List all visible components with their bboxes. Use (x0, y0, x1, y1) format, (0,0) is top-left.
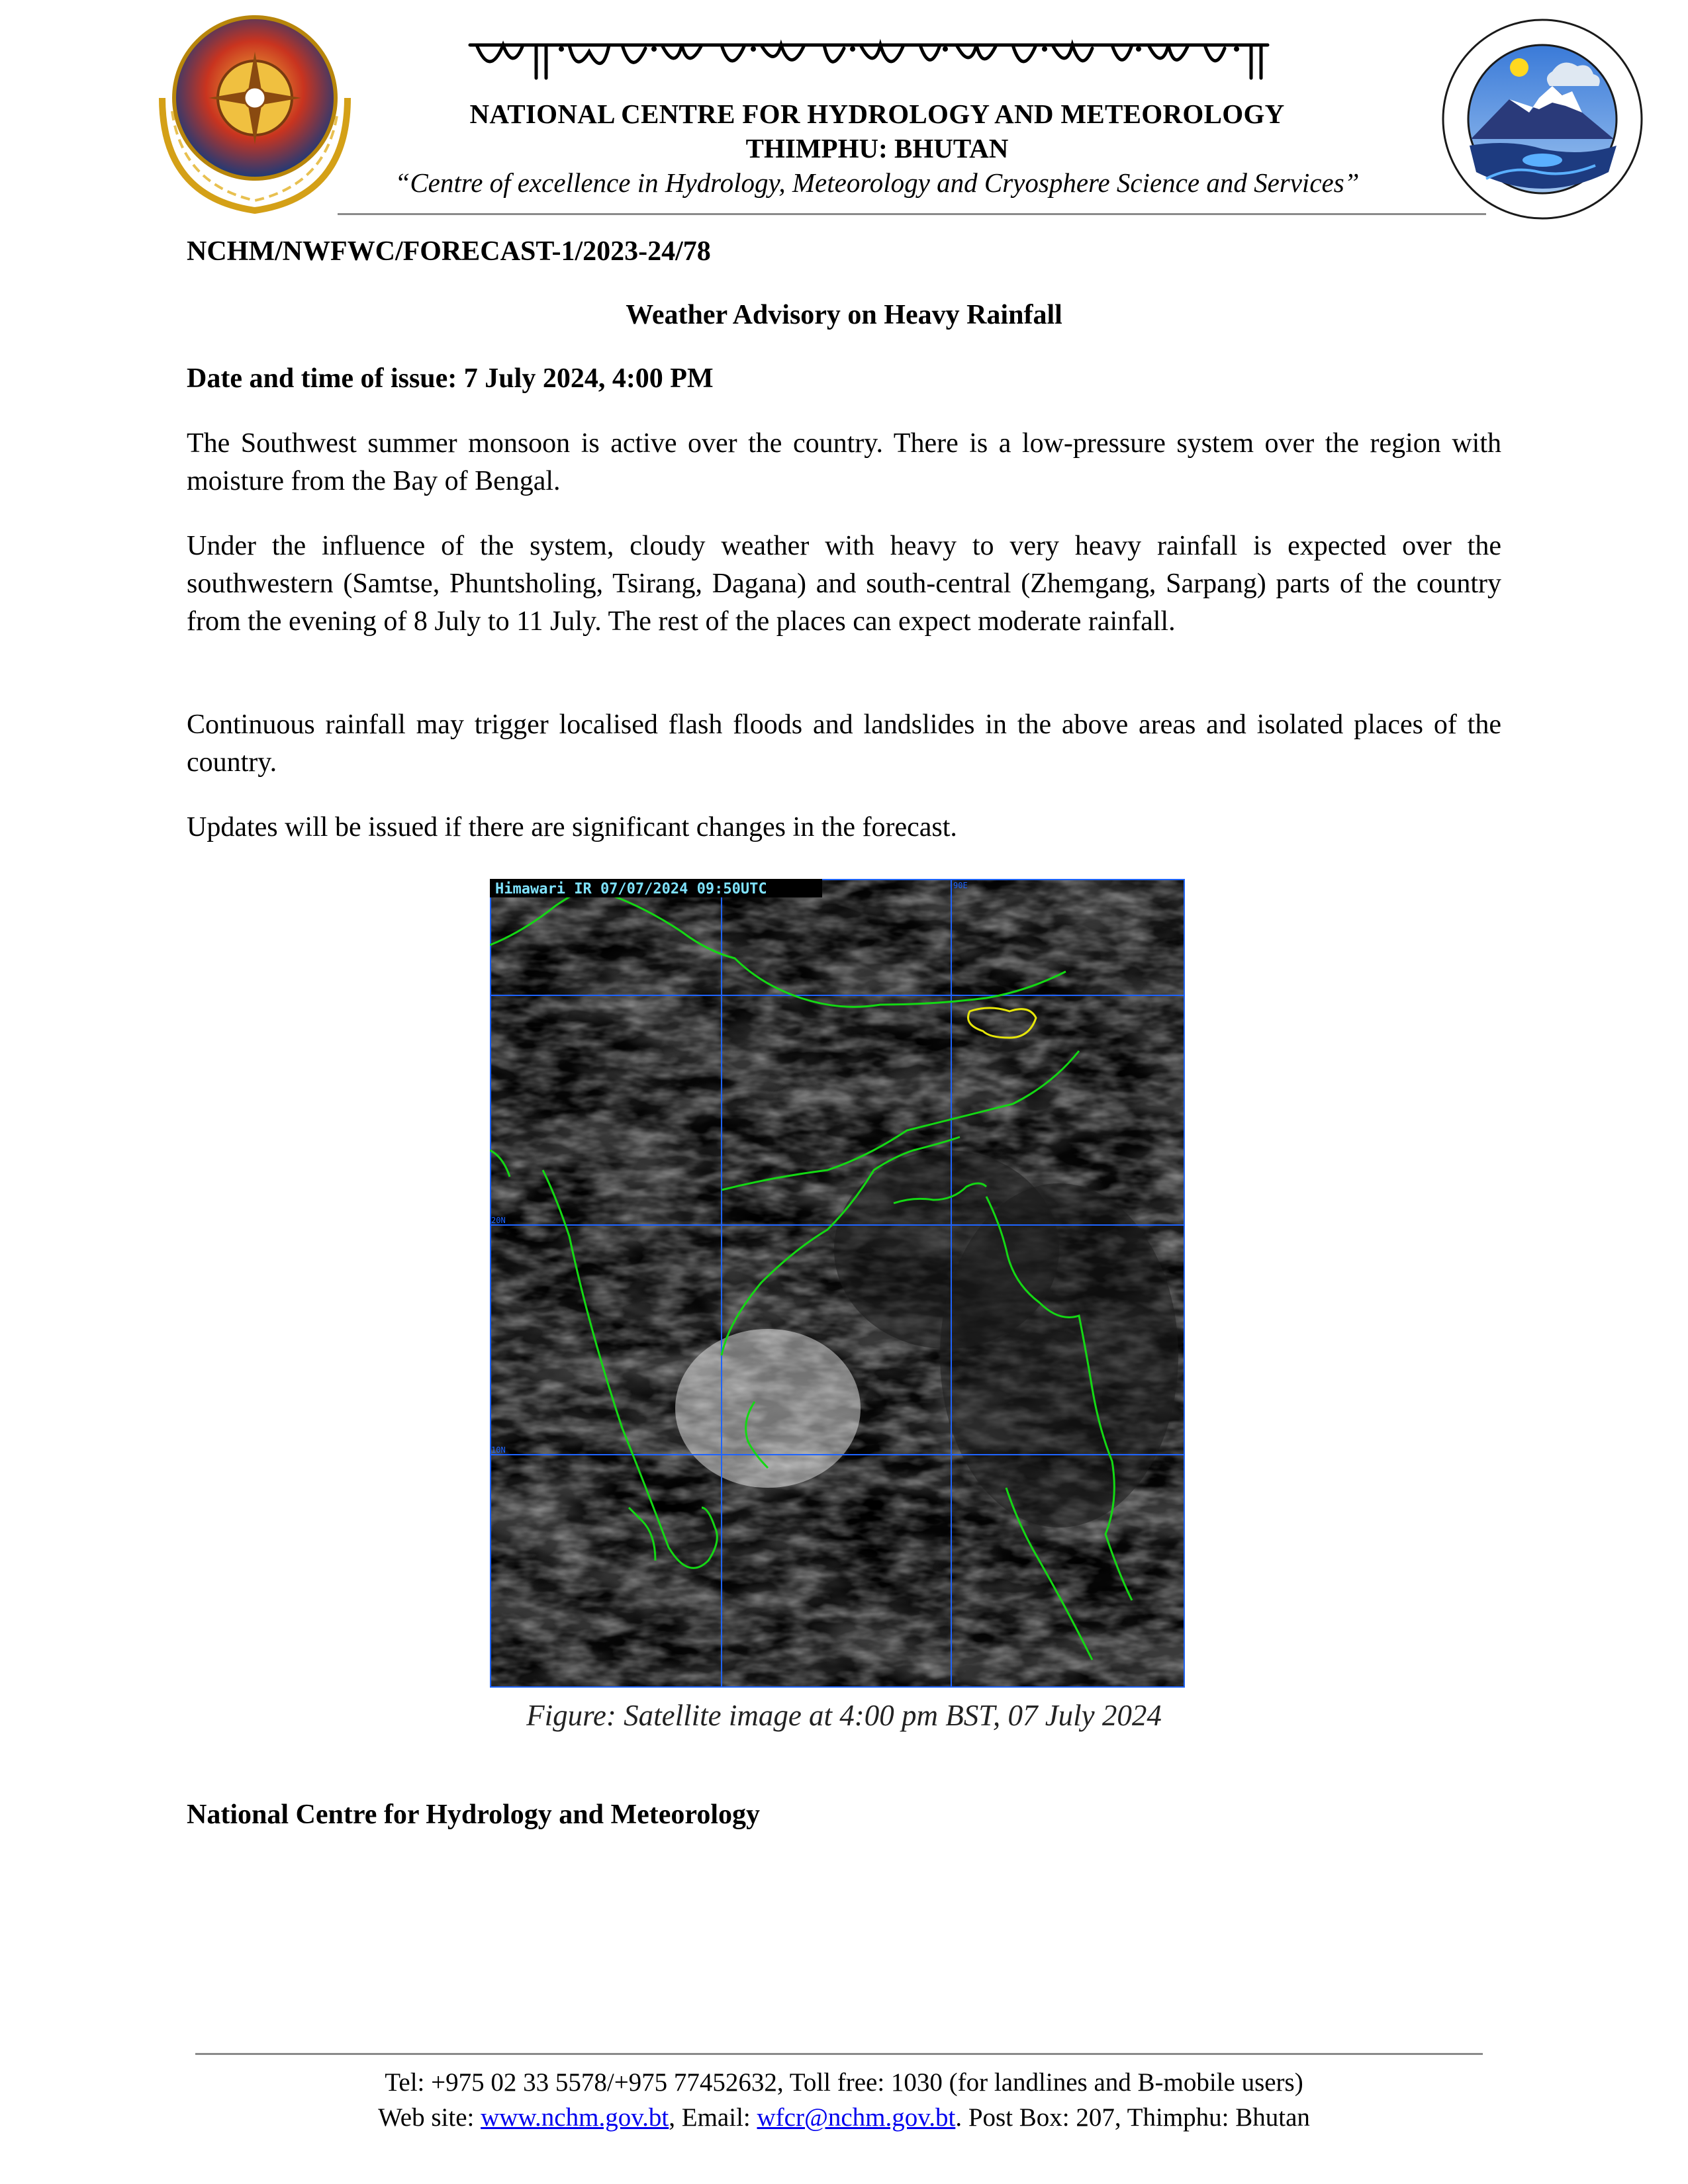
footer-web (165, 2103, 1523, 2132)
email-label: , Email: (669, 2103, 757, 2132)
lat-label-20n: 20N (491, 1216, 506, 1225)
royal-emblem-icon (136, 12, 367, 224)
figure-caption: Figure: Satellite image at 4:00 pm BST, 07 July 2024 (526, 1699, 1162, 1732)
paragraph-forecast: Under the influence of the system, cloudy weather with heavy to very heavy rainfall is expected over the southwestern (Samtse, Phuntsholing, Tsirang, Dagana) and south-central (Zhemgang, Sarpang) parts of the country from the evening of 8 July to 11 July. The rest of the places can expect moderate rainfall. (187, 531, 1501, 637)
footer-contact: Tel: +975 02 33 5578/+975 77452632, Toll free: 1030 (for landlines and B-mobile users) (385, 2068, 1303, 2097)
dzongkha-title-graphic (463, 32, 1278, 83)
issue-datetime: Date and time of issue: 7 July 2024, 4:00 PM (187, 363, 714, 394)
footer-divider (195, 2053, 1483, 2055)
postal-address: . Post Box: 207, Thimphu: Bhutan (955, 2103, 1310, 2132)
paragraph-updates: Updates will be issued if there are significant changes in the forecast. (187, 812, 957, 842)
satellite-label: Himawari IR 07/07/2024 09:50UTC (495, 881, 767, 897)
website-label: Web site: (378, 2103, 481, 2132)
signoff: National Centre for Hydrology and Meteorology (187, 1799, 760, 1830)
paragraph-monsoon: The Southwest summer monsoon is active over the country. There is a low-pressure system over the region with moisture from the Bay of Bengal. (187, 428, 1501, 496)
email-link[interactable]: wfcr@nchm.gov.bt (757, 2103, 956, 2132)
organization-name: NATIONAL CENTRE FOR HYDROLOGY AND METEOROLOGY (469, 99, 1285, 129)
lon-label-90e: 90E (953, 881, 968, 890)
advisory-title: Weather Advisory on Heavy Rainfall (626, 300, 1062, 330)
organization-motto: “Centre of excellence in Hydrology, Meteorology and Cryosphere Science and Services” (395, 167, 1360, 198)
lat-label-10n: 10N (491, 1445, 506, 1455)
satellite-image (490, 879, 1185, 1688)
organization-location: THIMPHU: BHUTAN (745, 133, 1009, 163)
document-reference: NCHM/NWFWC/FORECAST-1/2023-24/78 (187, 236, 711, 267)
website-link[interactable]: www.nchm.gov.bt (481, 2103, 669, 2132)
header-divider (338, 213, 1486, 215)
nchm-logo-icon (1430, 13, 1655, 222)
paragraph-hazard: Continuous rainfall may trigger localised flash floods and landslides in the above areas and isolated places of the country. (187, 709, 1501, 778)
